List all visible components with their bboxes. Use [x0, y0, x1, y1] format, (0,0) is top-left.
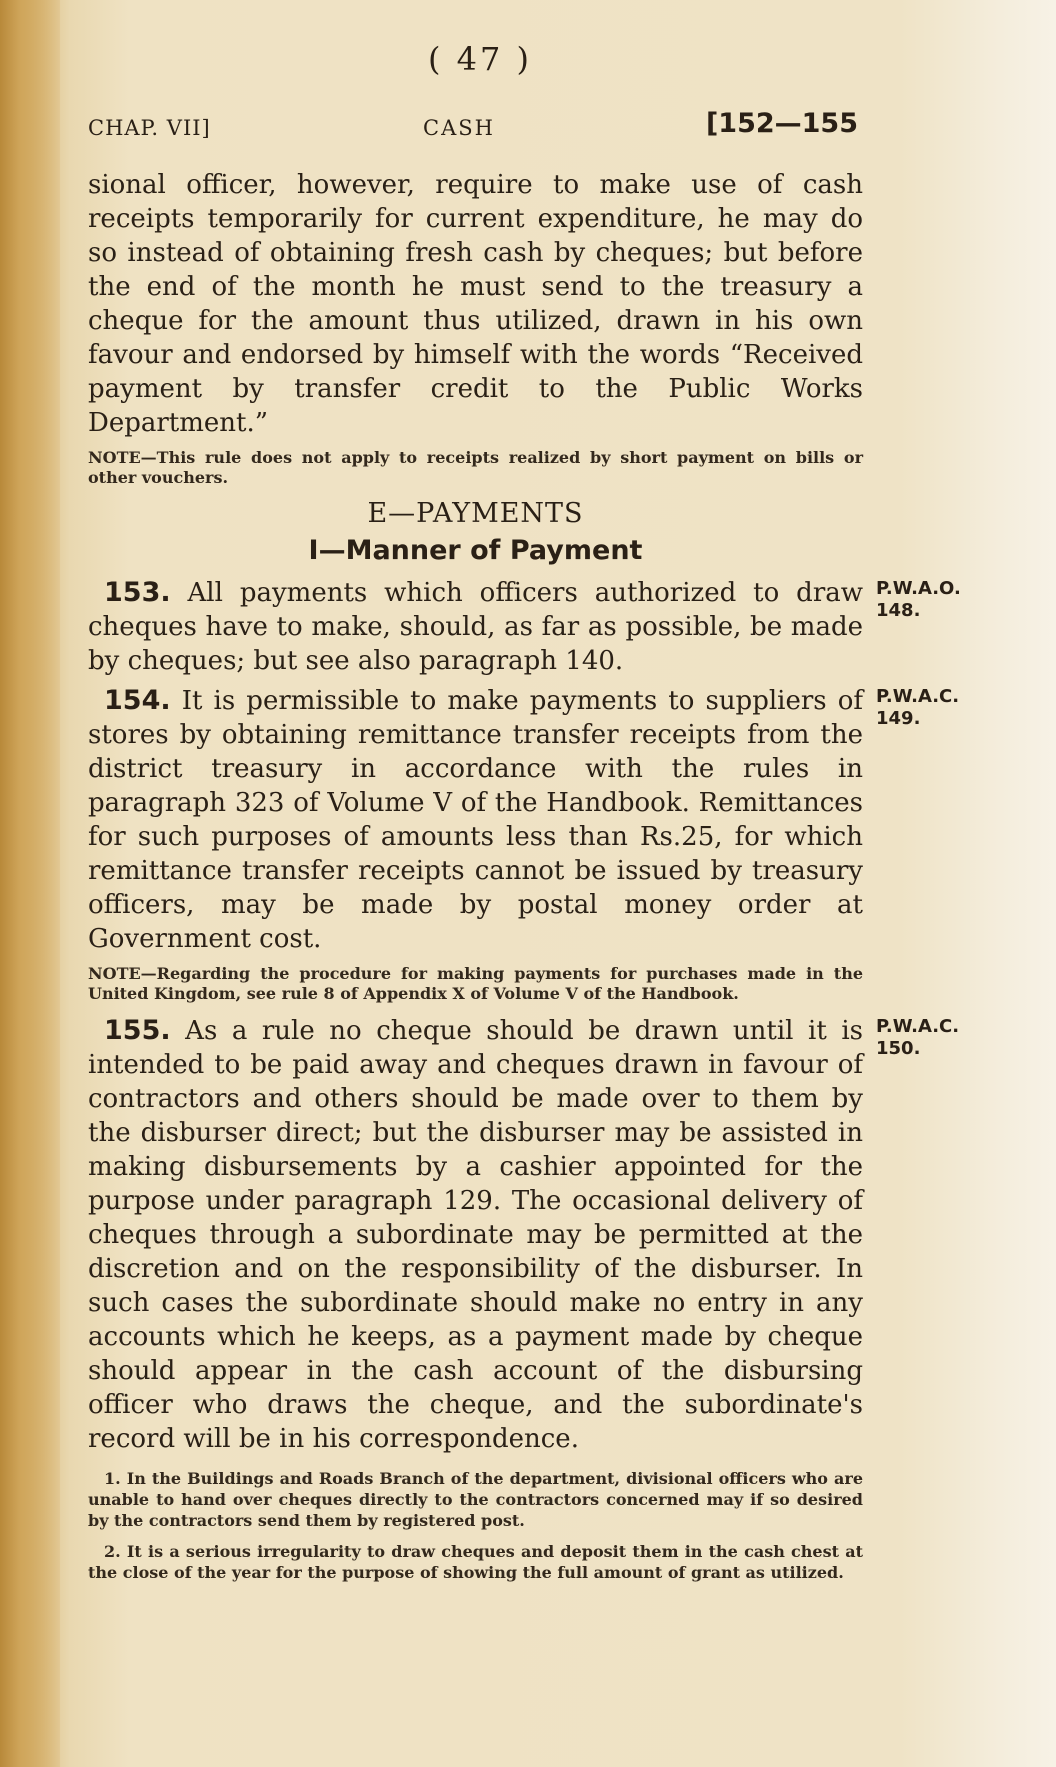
rule-text: As a rule no cheque should be drawn until it is intended to be paid away and cheques drawn in favour of contractors and others should be made over to them by the disburser direct; but the disburser may be assisted in making disbursements by a cashier appointed for the purpose under paragraph 129. The occasional delivery of cheques through a subordinate may be permitted at the discretion and on the responsibility of the disburser. In such cases the subordinate should make no entry in any accounts which he keeps, as a payment made by cheque should appear in the cash account of the disbursing officer who draws the cheque, and the subordinate's record will be in his correspondence. — [88, 1016, 863, 1454]
section-label: CASH — [423, 116, 495, 140]
section-heading: E—PAYMENTS — [367, 498, 584, 529]
continued-paragraph: sional officer, however, require to make use of cash receipts temporarily for current expenditure, he may do so instead of obtaining fresh cash by cheques; but before the end of the month he must send to the treasury a cheque for the amount thus utilized, drawn in his own favour and endorsed by himself with the words “Received payment by transfer credit to the Public Works Department.” — [88, 170, 863, 438]
rule-number: 154. — [104, 685, 171, 716]
footnote-1: 1. In the Buildings and Roads Branch of the department, divisional officers who are unable to hand over cheques directly to the contractors concerned may if so desired by the contractors send them by registered post. — [88, 1469, 863, 1530]
page-number: ( 47 ) — [427, 40, 533, 78]
rule-number: 155. — [104, 1015, 171, 1046]
rule-153 — [88, 576, 961, 678]
subsection-heading: I—Manner of Payment — [308, 535, 643, 566]
running-head — [88, 108, 858, 148]
note-united-kingdom: NOTE—Regarding the procedure for making payments for purchases made in the United Kingdom, see rule 8 of Appendix X of Volume V of the Handbook. — [88, 964, 863, 1003]
note-receipts: NOTE—This rule does not apply to receipts realized by short payment on bills or other vouchers. — [88, 448, 863, 487]
footnote-2: 2. It is a serious irregularity to draw cheques and deposit them in the cash chest at the close of the year for the purpose of showing the full amount of grant as utilized. — [88, 1542, 863, 1582]
chapter-label: CHAP. VII] — [88, 116, 211, 140]
rule-text: All payments which officers authorized to draw cheques have to make, should, as far as possible, be made by cheques; but see also paragraph 140. — [88, 578, 864, 676]
page-content — [88, 168, 961, 1583]
rule-154 — [88, 684, 960, 956]
paragraph-range: [152—155 — [705, 108, 858, 139]
rule-text: It is permissible to make payments to suppliers of stores by obtaining remittance transfer receipts from the district treasury in accordance with the rules in paragraph 323 of Volume V of the Handbook. Remittances for such purposes of amounts less than Rs.25, for which remittance transfer receipts cannot be issued by treasury officers, may be made by postal money order at Government cost. — [88, 686, 864, 954]
marginal-reference: P.W.A.C. 150. — [876, 1016, 960, 1059]
marginal-reference: P.W.A.C. 149. — [876, 686, 960, 729]
rule-number: 153. — [104, 577, 171, 608]
marginal-reference: P.W.A.O. 148. — [876, 578, 961, 621]
rule-155 — [88, 1014, 960, 1456]
